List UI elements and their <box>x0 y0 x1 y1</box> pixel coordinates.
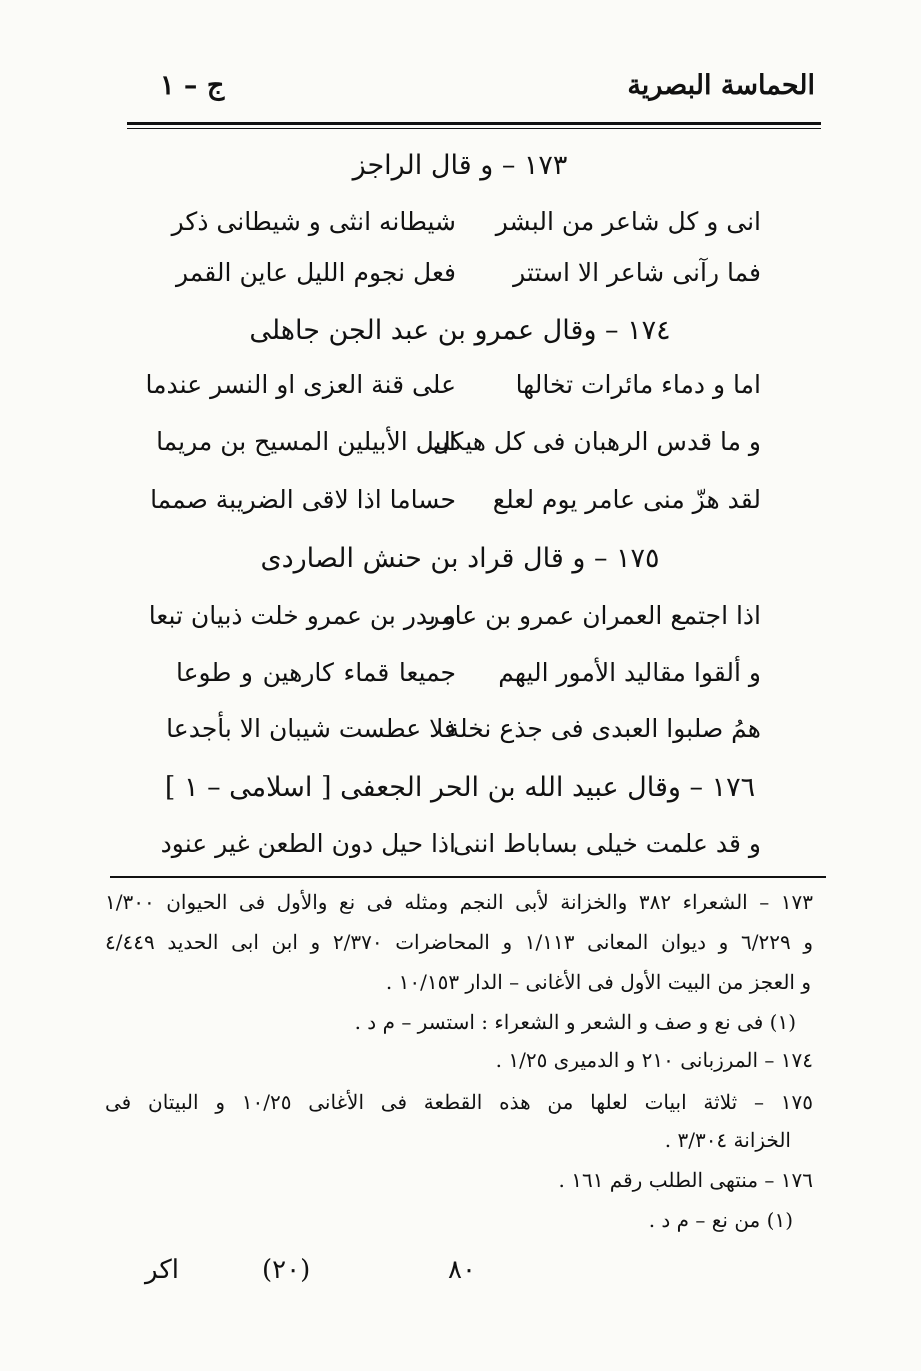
poem-title: ١٧٥ – و قال قراد بن حنش الصاردى <box>260 543 660 574</box>
footnote-line: ١٧٥ – ثلاثة ابيات لعلها من هذه القطعة فى الأغانى ١٠/٢٥ و البيتان فى <box>105 1090 814 1114</box>
hemistich-left: جميعا قماء كارهين و طوعا <box>176 658 456 687</box>
footnote-line: ١٧٤ – المرزبانى ٢١٠ و الدميرى ١/٢٥ . <box>495 1048 813 1072</box>
footnote-line: (١) من نع – م د . <box>648 1208 793 1232</box>
footnote-line: و ٦/٢٢٩ و ديوان المعانى ١/١١٣ و المحاضرات ٢/٣٧٠ و ابن ابى الحديد ٤/٤٤٩ <box>105 930 814 954</box>
hemistich-right: اذا اجتمع العمران عمرو بن عامر <box>427 601 761 630</box>
poem-title: ١٧٦ – وقال عبيد الله بن الحر الجعفى [ اسلامى – ١ ] <box>164 772 756 803</box>
hemistich-right: انى و كل شاعر من البشر <box>495 207 761 236</box>
hemistich-left: على قنة العزى او النسر عندما <box>145 370 456 399</box>
hemistich-right: و ما قدس الرهبان فى كل هيكل <box>432 427 761 456</box>
hemistich-left: حساما اذا لاقى الضريبة صمما <box>150 485 456 514</box>
footnote-line: ١٧٣ – الشعراء ٣٨٢ والخزانة لأبى النجم ومثله فى نع والأول فى الحيوان ١/٣٠٠ <box>105 890 813 914</box>
hemistich-left: اذا حيل دون الطعن غير عنود <box>160 829 456 858</box>
hemistich-left: و بدر بن عمرو خلت ذبيان تبعا <box>148 601 456 630</box>
hemistich-right: و ألقوا مقاليد الأمور اليهم <box>498 658 761 687</box>
book-title: الحماسة البصرية <box>627 70 815 101</box>
hemistich-left: فعل نجوم الليل عاين القمر <box>176 258 456 287</box>
signature-mark: اكر <box>145 1255 179 1285</box>
poem-title: ١٧٤ – وقال عمرو بن عبد الجن جاهلى <box>249 315 671 346</box>
footnote-line: ١٧٦ – منتهى الطلب رقم ١٦١ . <box>558 1168 813 1192</box>
footnote-line: (١) فى نع و صف و الشعر و الشعراء : استسر – م د . <box>354 1010 796 1034</box>
footnote-line: الخزانة ٣/٣٠٤ . <box>664 1128 791 1152</box>
hemistich-right: اما و دماء مائرات تخالها <box>515 370 761 399</box>
signature-number: (٢٠) <box>262 1255 311 1285</box>
hemistich-right: همُ صلبوا العبدى فى جذع نخلة <box>446 714 761 743</box>
hemistich-left: شيطانه انثى و شيطانى ذكر <box>171 207 456 236</box>
header-rule-thin <box>127 128 821 129</box>
page-number: ٨٠ <box>448 1255 476 1285</box>
footnote-line: و العجز من البيت الأول فى الأغانى – الدار ١٠/١٥٣ . <box>385 970 811 994</box>
footnote-separator <box>110 876 826 878</box>
hemistich-right: لقد هزّ منى عامر يوم لعلع <box>492 485 761 514</box>
poem-title: ١٧٣ – و قال الراجز <box>352 150 568 181</box>
hemistich-left: فلا عطست شيبان الا بأجدعا <box>166 714 456 743</box>
hemistich-left: ابيل الأبيلين المسيح بن مريما <box>156 427 456 456</box>
header-rule <box>127 122 821 125</box>
volume-label: ج – ١ <box>160 70 225 101</box>
hemistich-right: فما رآنى شاعر الا استتر <box>513 258 761 287</box>
hemistich-right: و قد علمت خيلى بساباط اننى <box>452 829 761 858</box>
